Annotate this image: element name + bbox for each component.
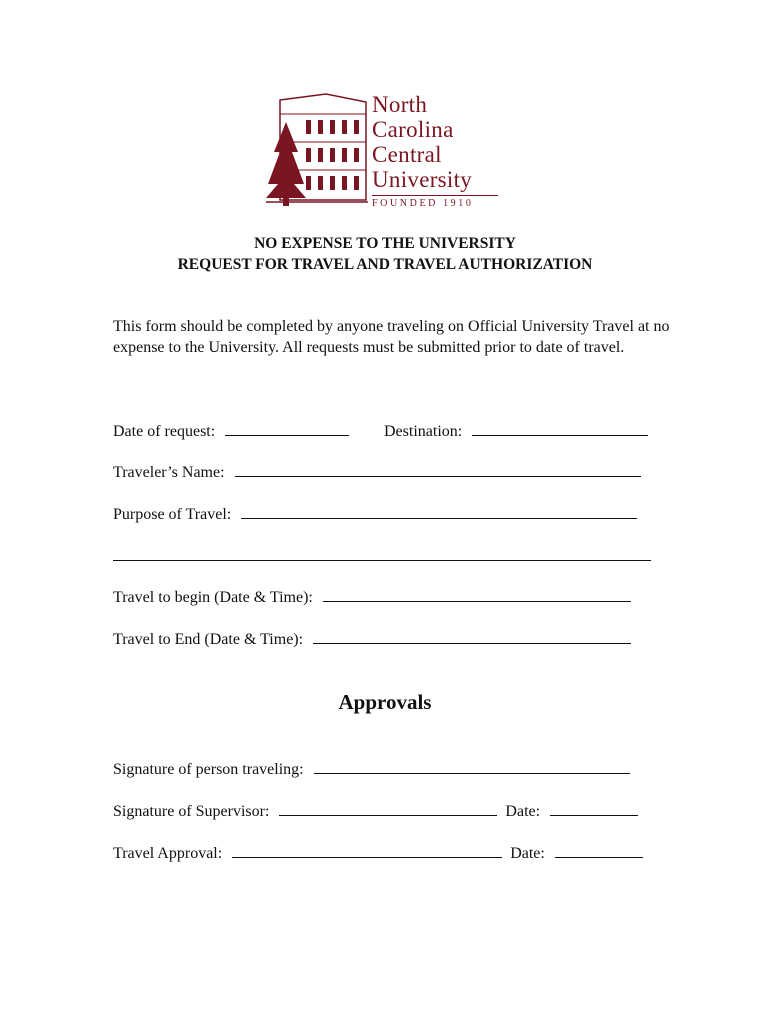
logo-divider — [372, 195, 498, 196]
travel-end-blank[interactable] — [313, 630, 631, 644]
building-tree-emblem — [266, 92, 368, 206]
logo-line-north: North — [372, 92, 428, 117]
form-heading-line1: NO EXPENSE TO THE UNIVERSITY — [254, 235, 516, 252]
date-of-request-row — [113, 422, 349, 442]
destination-label: Destination: — [384, 423, 463, 440]
destination-row — [384, 422, 648, 442]
travel-begin-row — [113, 588, 631, 608]
purpose-continuation-blank[interactable] — [113, 547, 651, 561]
logo-line-university: University — [372, 167, 473, 192]
travel-approval-blank[interactable] — [232, 844, 502, 858]
destination-blank[interactable] — [472, 422, 648, 436]
purpose-of-travel-blank[interactable] — [241, 505, 637, 519]
signature-traveler-blank[interactable] — [314, 760, 630, 774]
travel-end-row — [113, 630, 631, 650]
approvals-heading: Approvals — [338, 690, 432, 714]
logo-line-carolina: Carolina — [372, 117, 454, 142]
date-of-request-label: Date of request: — [113, 423, 216, 440]
travel-approval-row — [113, 844, 643, 864]
purpose-of-travel-label: Purpose of Travel: — [113, 506, 232, 523]
approval-date-blank[interactable] — [555, 844, 643, 858]
logo-wordmark — [372, 92, 500, 209]
signature-traveler-row — [113, 760, 630, 780]
form-heading-line2: REQUEST FOR TRAVEL AND TRAVEL AUTHORIZATION — [177, 256, 593, 273]
intro-paragraph: This form should be completed by anyone traveling on Official University Travel at no expense to the University. All requests must be submitted prior to date of travel. — [113, 318, 670, 356]
travel-approval-label: Travel Approval: — [113, 845, 223, 862]
signature-traveler-label: Signature of person traveling: — [113, 761, 304, 778]
university-logo — [266, 92, 500, 208]
travel-end-label: Travel to End (Date & Time): — [113, 631, 304, 648]
logo-line-central: Central — [372, 142, 442, 167]
logo-founded: FOUNDED 1910 — [372, 198, 474, 209]
travel-begin-blank[interactable] — [323, 588, 631, 602]
signature-supervisor-label: Signature of Supervisor: — [113, 803, 270, 820]
supervisor-date-blank[interactable] — [550, 802, 638, 816]
purpose-of-travel-row — [113, 505, 637, 525]
signature-supervisor-blank[interactable] — [279, 802, 497, 816]
purpose-continuation-row — [113, 547, 651, 567]
travel-begin-label: Travel to begin (Date & Time): — [113, 589, 313, 606]
date-of-request-blank[interactable] — [225, 422, 349, 436]
travelers-name-blank[interactable] — [235, 463, 641, 477]
travelers-name-row — [113, 463, 641, 483]
supervisor-date-label: Date: — [505, 803, 541, 820]
approval-date-label: Date: — [510, 845, 545, 862]
signature-supervisor-row — [113, 802, 638, 822]
travelers-name-label: Traveler’s Name: — [113, 464, 225, 481]
